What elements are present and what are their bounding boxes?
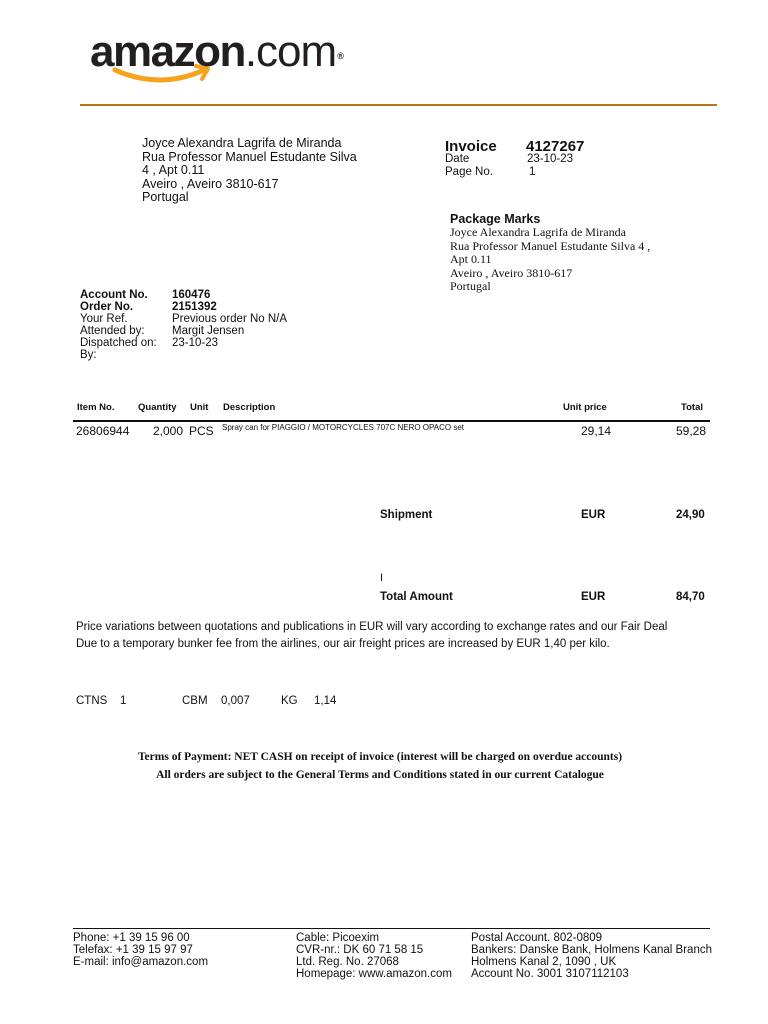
footer-homepage: Homepage: www.amazon.com	[296, 968, 452, 980]
package-line: Joyce Alexandra Lagrifa de Miranda	[450, 225, 626, 239]
footer-postal-account: Postal Account. 802-0809	[471, 932, 603, 944]
col-header-total: Total	[681, 402, 703, 413]
invoice-title: Invoice	[445, 138, 497, 155]
kg-value: 1,14	[314, 695, 337, 707]
footer-email: E-mail: info@amazon.com	[73, 956, 209, 968]
attended-value: Margit Jensen	[172, 325, 245, 337]
package-line: Rua Professor Manuel Estudante Silva 4 ,	[450, 238, 651, 253]
note-price-variation: Price variations between quotations and publications in EUR will vary according to exchange rates and our Fair Deal	[76, 621, 668, 633]
cell-unit-price: 29,14	[581, 424, 612, 438]
logo-registered-mark: ®	[337, 51, 343, 61]
ctns-label: CTNS	[76, 695, 108, 707]
package-marks	[450, 226, 650, 294]
col-header-unit-price: Unit price	[563, 402, 607, 413]
package-marks-title: Package Marks	[450, 212, 541, 226]
total-label: Total Amount	[380, 591, 453, 603]
order-value: 2151392	[172, 301, 217, 313]
recipient-address	[142, 137, 357, 205]
date-label: Date	[445, 153, 470, 165]
footer-bankers: Bankers: Danske Bank, Holmens Kanal Branch	[471, 944, 712, 956]
attended-row	[80, 325, 287, 337]
shipment-label: Shipment	[380, 509, 433, 521]
header-divider	[80, 104, 717, 106]
package-line: Portugal	[450, 279, 491, 293]
cell-unit: PCS	[189, 424, 214, 438]
cell-total: 59,28	[676, 424, 707, 438]
footer-contact	[73, 932, 208, 968]
by-row	[80, 349, 287, 361]
footer-banking	[471, 932, 712, 980]
order-row	[80, 301, 287, 313]
address-line: 4 , Apt 0.11	[142, 163, 205, 177]
footer-phone: Phone: +1 39 15 96 00	[73, 932, 190, 944]
cell-description: Spray can for PIAGGIO / MOTORCYCLES 707C NERO OPACO set	[222, 423, 464, 432]
footer-cvr: CVR-nr.: DK 60 71 58 15	[296, 944, 424, 956]
footer-reg: Ltd. Reg. No. 27068	[296, 956, 399, 968]
col-header-unit: Unit	[190, 402, 209, 413]
col-header-item: Item No.	[77, 402, 115, 413]
attended-label: Attended by:	[80, 325, 145, 337]
ctns-value: 1	[120, 695, 127, 707]
footer-divider	[73, 928, 710, 929]
col-header-quantity: Quantity	[138, 402, 177, 413]
cbm-label: CBM	[182, 695, 208, 707]
address-line: Aveiro , Aveiro 3810-617	[142, 176, 279, 191]
account-row	[80, 289, 287, 301]
by-label: By:	[80, 349, 97, 361]
footer-company	[296, 932, 452, 980]
logo-word: amazon	[90, 27, 245, 76]
address-line: Joyce Alexandra Lagrifa de Miranda	[142, 136, 342, 150]
shipment-currency: EUR	[581, 509, 606, 521]
cbm-value: 0,007	[221, 695, 250, 707]
smile-arrow-icon	[112, 64, 212, 88]
page-number: 1	[529, 166, 536, 178]
amazon-logo	[90, 27, 350, 90]
account-value: 160476	[172, 289, 211, 301]
terms-general: All orders are subject to the General Terms and Conditions stated in our current Catalogue	[156, 769, 604, 781]
footer-cable: Cable: Picoexim	[296, 932, 380, 944]
ref-label: Your Ref.	[80, 313, 128, 325]
dispatched-value: 23-10-23	[172, 337, 219, 349]
dispatched-row	[80, 337, 287, 349]
footer-bank-address: Holmens Kanal 2, 1090 , UK	[471, 956, 617, 968]
shipment-amount: 24,90	[676, 509, 705, 521]
account-details	[80, 289, 287, 361]
invoice-number: 4127267	[526, 138, 585, 155]
package-line: Apt 0.11	[450, 252, 492, 266]
order-label: Order No.	[80, 301, 134, 313]
note-bunker-fee: Due to a temporary bunker fee from the airlines, our air freight prices are increased by EUR 1,40 per kilo.	[76, 638, 610, 650]
footer-telefax: Telefax: +1 39 15 97 97	[73, 944, 193, 956]
terms-of-payment: Terms of Payment: NET CASH on receipt of invoice (interest will be charged on overdue accounts)	[137, 751, 623, 763]
separator-bar: I	[380, 572, 384, 584]
kg-label: KG	[281, 695, 298, 707]
address-line: Portugal	[142, 190, 189, 204]
account-label: Account No.	[80, 289, 148, 301]
ref-value: Previous order No N/A	[172, 313, 288, 325]
col-header-description: Description	[223, 402, 276, 413]
table-header-divider	[73, 420, 710, 422]
footer-account-no: Account No. 3001 3107112103	[471, 968, 629, 980]
invoice-date: 23-10-23	[527, 153, 574, 165]
logo-suffix: .com	[244, 27, 337, 76]
page-label: Page No.	[445, 166, 493, 178]
package-line: Aveiro , Aveiro 3810-617	[450, 265, 573, 280]
total-currency: EUR	[581, 591, 606, 603]
dispatched-label: Dispatched on:	[80, 337, 157, 349]
total-amount: 84,70	[676, 591, 705, 603]
cell-quantity: 2,000	[153, 424, 184, 438]
address-line: Rua Professor Manuel Estudante Silva	[142, 149, 357, 164]
ref-row	[80, 313, 287, 325]
cell-item: 26806944	[76, 424, 130, 438]
